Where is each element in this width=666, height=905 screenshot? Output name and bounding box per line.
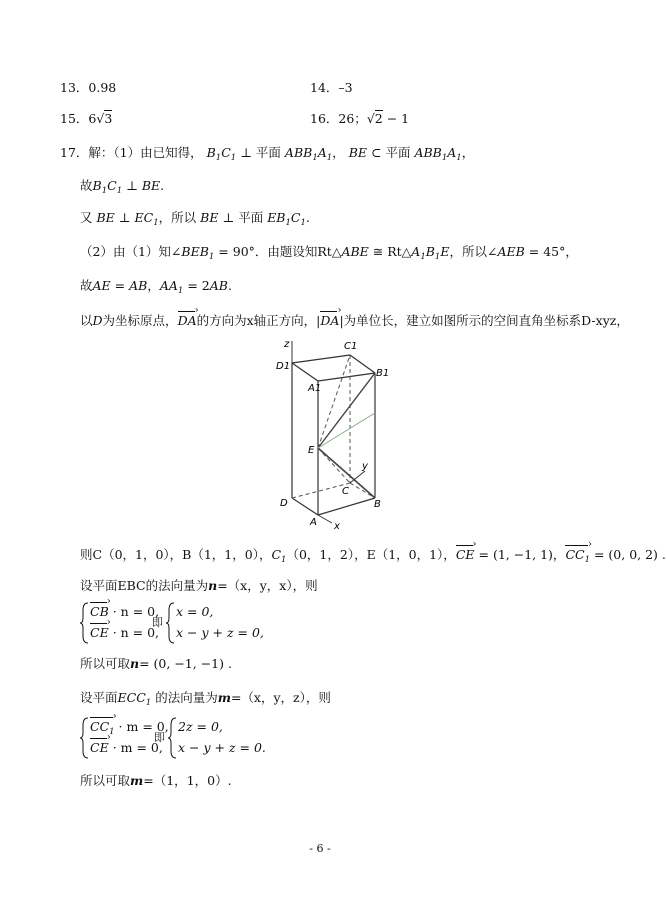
q17-text: 即 <box>154 731 165 744</box>
q17-line3: 又 BE ⊥ $EC_1$，所以 BE ⊥ 平面 $EB_1C_1$. <box>80 210 310 228</box>
figure-label: z <box>284 339 290 350</box>
q17-intro: 解：（1）由已知得， <box>88 145 203 160</box>
figure-label: B <box>374 499 381 510</box>
q17-take-n <box>80 655 232 673</box>
q17-text: =（x，y，z），则 <box>230 690 331 705</box>
q17-text: n <box>130 656 140 671</box>
figure-label: x <box>334 521 340 532</box>
q17-line2: 故$B_1C_1$ ⊥ BE. <box>80 178 165 196</box>
q17-text: . <box>227 278 232 293</box>
q17-text: （2）由（1）知∠ <box>80 244 182 259</box>
q17-text: ，所以∠ <box>449 244 498 259</box>
q17-text: = 45°， <box>528 244 578 259</box>
q17-normal1 <box>80 577 318 595</box>
page-number: - 6 - <box>309 842 331 855</box>
q17-text: · n = 0, <box>112 625 160 640</box>
q17-text: 又 <box>80 210 93 225</box>
figure-label: A <box>310 517 317 528</box>
answer-15 <box>60 110 112 128</box>
q17-line1: 17．解：（1）由已知得， $B_1C_1$ ⊥ 平面 $ABB_1A_1$， BE ⊂ 平面 $ABB_1A_1$， <box>60 145 475 163</box>
q17-text: （0，1，2），E（1，0，1）， <box>286 547 456 562</box>
q17-text: 所以可取 <box>80 773 131 788</box>
q17-text: ， <box>147 278 160 293</box>
q17-text: = (0, −1, −1) . <box>139 656 232 671</box>
prism-figure <box>270 333 390 533</box>
sqrt-sign: √ <box>96 111 105 126</box>
figure-label: C1 <box>344 341 358 352</box>
q17-vector: CE › <box>456 546 475 564</box>
answer-14 <box>310 79 353 97</box>
figure-label: A1 <box>308 383 322 394</box>
answer-16-prefix: 26； <box>338 111 367 126</box>
q17-text: =（x，y，x），则 <box>217 578 318 593</box>
q17-line6: 以D为坐标原点，DA ›的方向为x轴正方向，|DA ›|为单位长，建立如图所示的空间直角坐标系D-xyz， <box>80 312 629 330</box>
q17-text: |为单位长，建立如图所示的空间直角坐标系D-xyz， <box>339 313 629 328</box>
answer-15-num: 15． <box>60 111 89 126</box>
q17-line5: 故AE = AB，$AA_1 = 2AB$. <box>80 278 232 296</box>
q17-line4: （2）由（1）知$\angle BEB_1 = 90^\circ$．由题设知Rt△ABE ≅ $Rt\triangle A_1B_1E$，所以∠AEB = 45°， <box>80 244 578 262</box>
q17-text: 所以可取 <box>80 656 131 671</box>
sqrt-sign: √ <box>366 111 375 126</box>
q17-text: =（1，1，0）. <box>143 773 232 788</box>
figure-label: D <box>280 498 288 509</box>
q17-text: ⊥ <box>118 210 131 225</box>
answer-16 <box>310 110 409 128</box>
q17-text: n <box>208 578 218 593</box>
q17-text: = <box>114 278 126 293</box>
q17-text: 则C（0，1，0），B（1，1，0）， <box>80 547 272 562</box>
q17-text: 的方向为x轴正方向，| <box>196 313 321 328</box>
q17-text: ⊥ <box>126 178 138 193</box>
q17-text: · n = 0, <box>112 604 160 619</box>
system-2: $CC_1$ › · m = 0, CE › · m = 0, 即 2z = 0, x − y + z = 0. <box>80 717 280 761</box>
figure-label: D1 <box>276 361 291 372</box>
answer-15-radicand: 3 <box>104 111 113 126</box>
q17-text: m <box>130 773 144 788</box>
q17-text: 故 <box>80 278 93 293</box>
answer-16-radicand: 2 <box>374 111 383 126</box>
q17-text: ⊂ 平面 <box>371 145 411 160</box>
answer-13-num: 13． <box>60 80 89 95</box>
q17-text: 的法向量为 <box>155 690 218 705</box>
q17-text: ⊥ 平面 <box>222 210 264 225</box>
figure-label: E <box>308 445 315 456</box>
q17-text: 故 <box>80 178 93 193</box>
figure-label: y <box>362 461 368 472</box>
q17-text: x − y + z = 0, <box>176 625 264 640</box>
q17-normal2: 设平面$ECC_1$ 的法向量为m=（x，y，z），则 <box>80 690 331 708</box>
q17-text: · m = 0, <box>118 719 169 734</box>
q17-text: ，所以 <box>158 210 197 225</box>
answer-16-suffix: − 1 <box>382 111 410 126</box>
q17-text: · m = 0, <box>112 740 163 755</box>
answer-13-value: 0.98 <box>88 80 117 95</box>
figure-label: B1 <box>376 368 390 379</box>
q17-text: x − y + z = 0. <box>178 740 266 755</box>
q17-text: 设平面 <box>80 690 118 705</box>
q17-text: . <box>305 210 310 225</box>
figure-label: C <box>342 486 349 497</box>
answer-16-num: 16． <box>310 111 339 126</box>
q17-text: = 2 <box>187 278 210 293</box>
answer-14-value: –3 <box>338 80 353 95</box>
q17-text: ≅ Rt△ <box>372 244 412 259</box>
q17-text: 为坐标原点， <box>102 313 178 328</box>
q17-text: = (0, 0, 2) . <box>593 547 666 562</box>
q17-take-m <box>80 772 232 790</box>
q17-text: m <box>217 690 231 705</box>
q17-text: ⊥ 平面 <box>240 145 281 160</box>
q17-text: 以 <box>80 313 93 328</box>
q17-text: ， <box>461 145 475 160</box>
q17-text: = (1, −1, 1)， <box>478 547 566 562</box>
q17-coords: 则C（0，1，0），B（1，1，0），$C_1(0$，1，2），E（1，0，1），CE › = (1, −1, 1)，$CC_1$ › = (0, 0, 2) . <box>80 546 666 564</box>
answer-15-prefix: 6 <box>88 111 97 126</box>
answer-14-num: 14． <box>310 80 339 95</box>
q17-text: 即 <box>152 616 163 629</box>
q17-num: 17． <box>60 145 89 160</box>
answer-13 <box>60 79 116 97</box>
q17-text: 2z = 0, <box>178 719 223 734</box>
system-1: CB › · n = 0, CE › · n = 0, 即 x = 0, x − y + z = 0, <box>80 602 280 646</box>
q17-text: 设平面EBC的法向量为 <box>80 578 209 593</box>
q17-text: . <box>160 178 165 193</box>
q17-text: ， <box>332 145 345 160</box>
q17-text: x = 0, <box>176 604 214 619</box>
q17-text: = 90°．由题设知Rt△ <box>218 244 342 259</box>
